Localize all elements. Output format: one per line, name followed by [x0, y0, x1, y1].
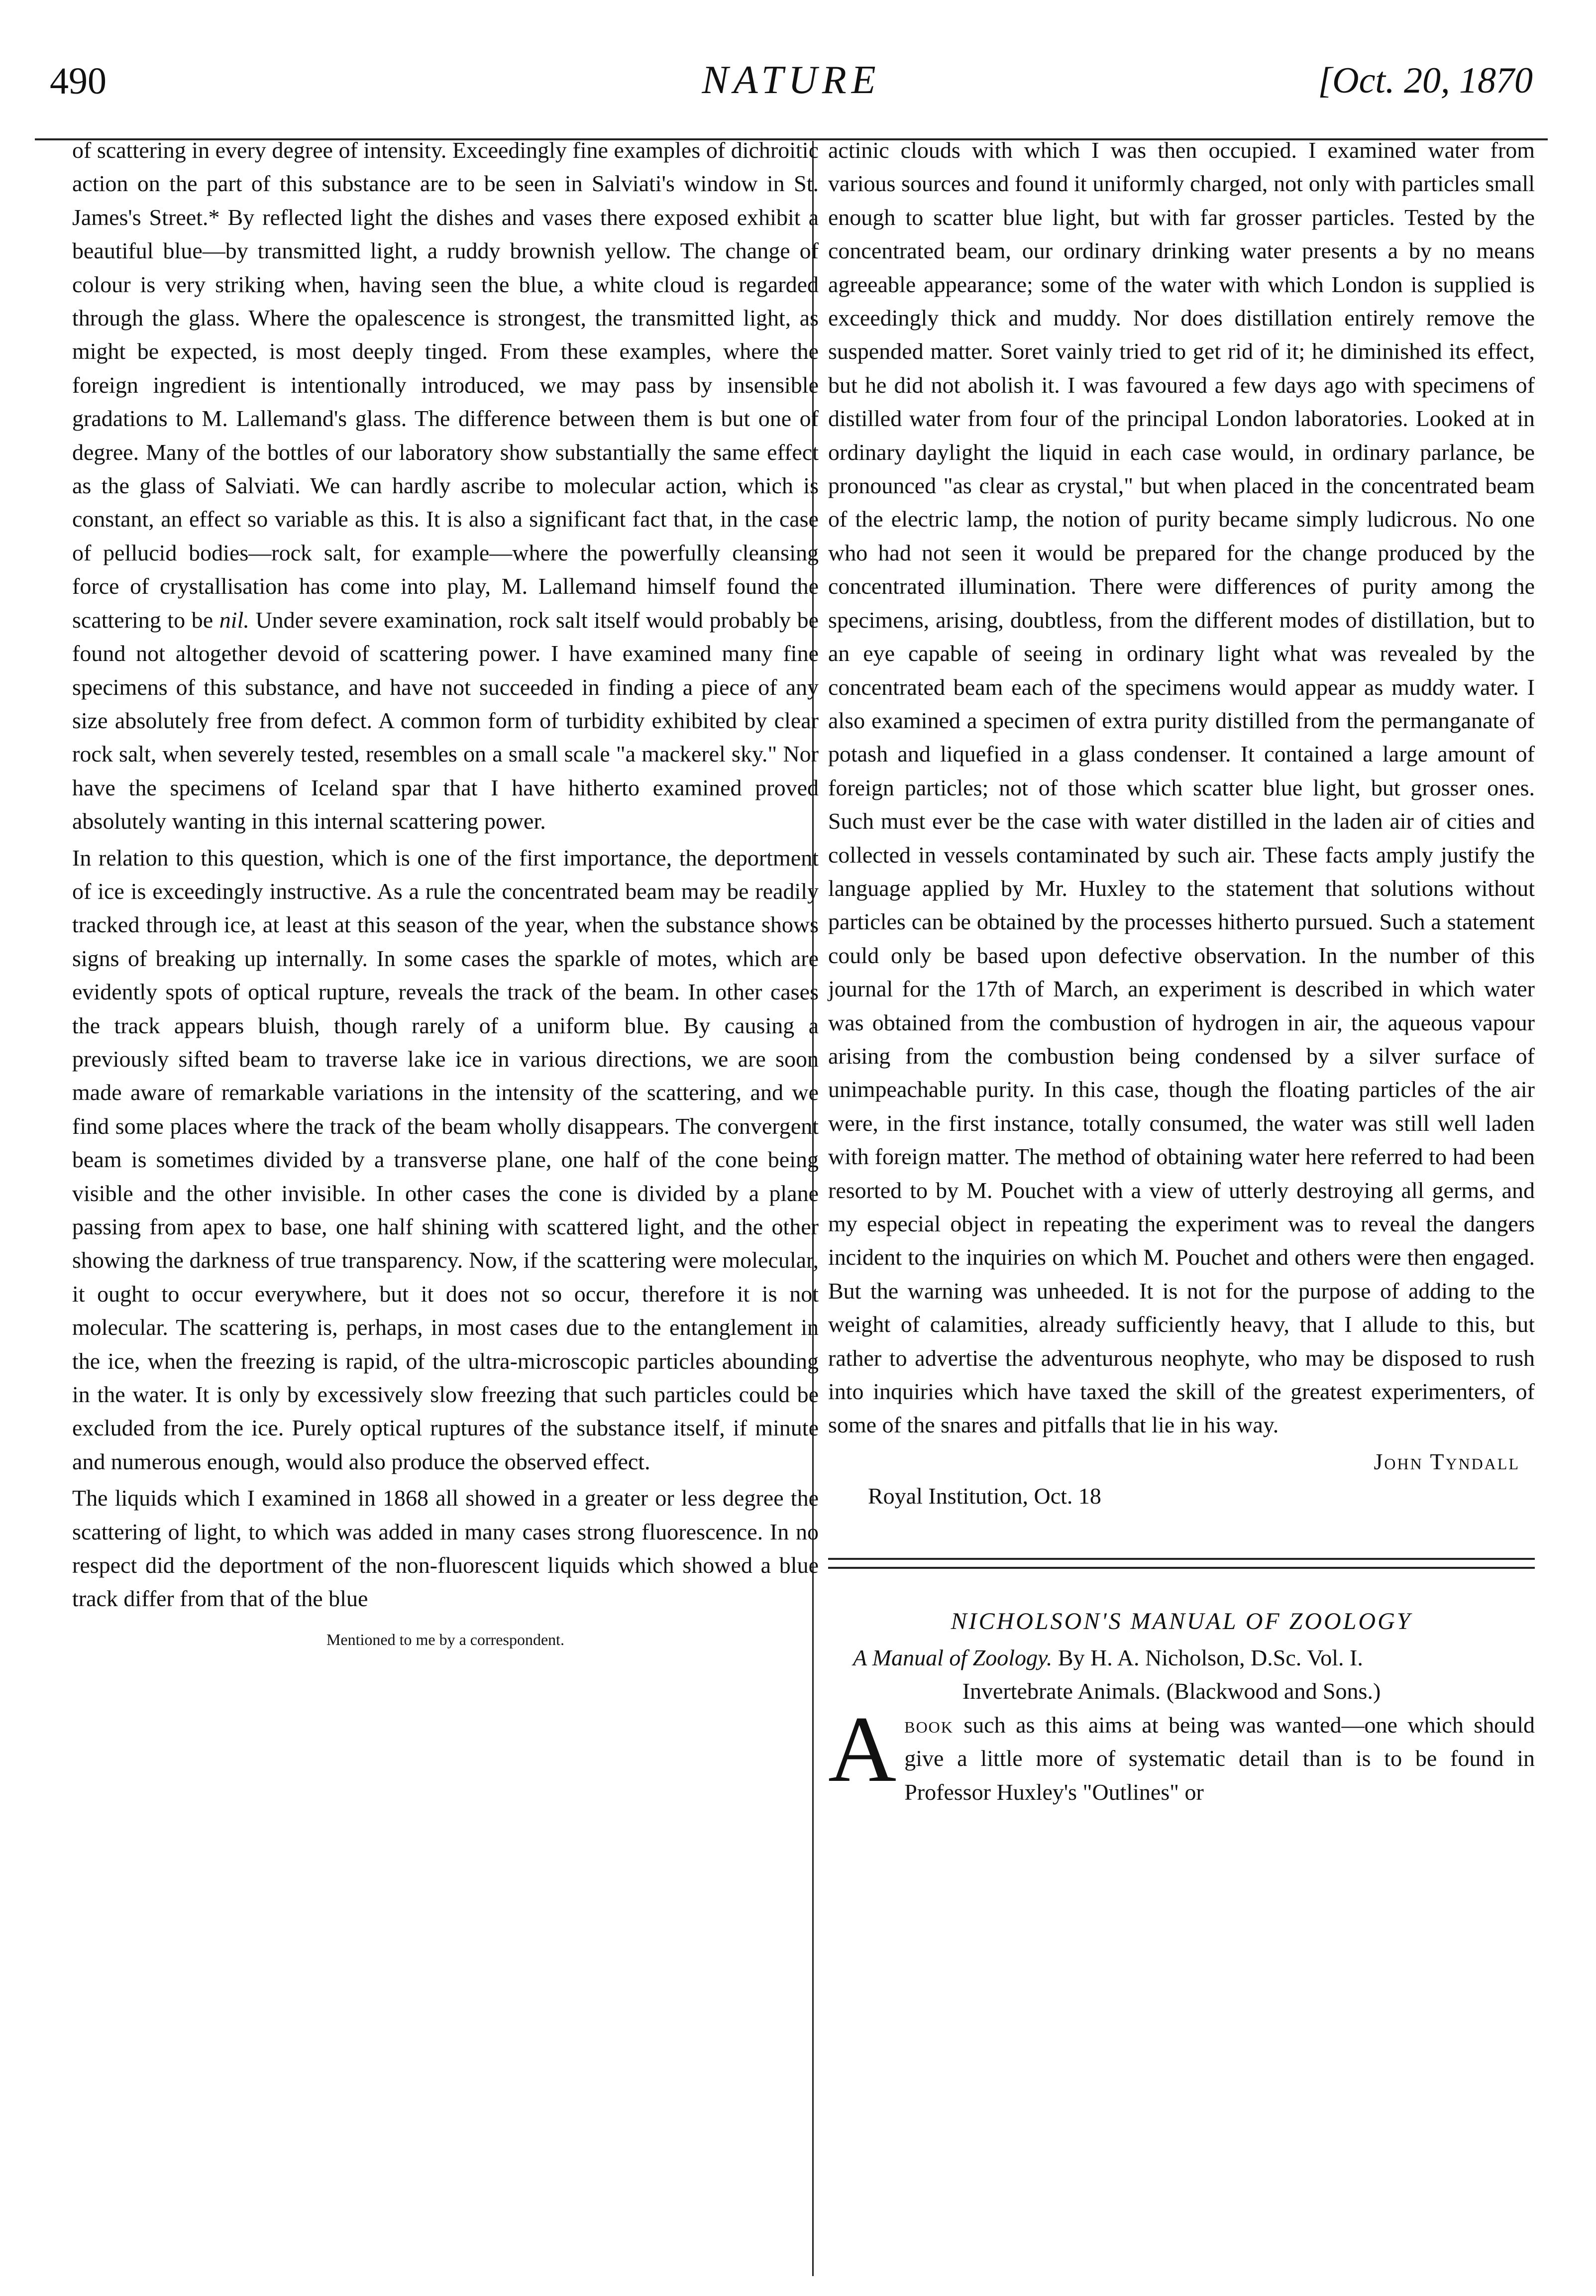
right-column: [828, 133, 1535, 1809]
review-text: such as this aims at being was wanted—one which should give a little more of systematic detail than is to be found in Professor Huxley's "Outlines" or: [904, 1712, 1535, 1805]
paragraph: actinic clouds with which I was then occupied. I examined water from various sources and found it uniformly charged, not only with particles small enough to scatter blue light, but with far grosser particles. Tested by the concentrated beam, our ordinary drinking water presents a by no means agreeable appearance; some of the water with which London is supplied is exceedingly thick and muddy. Nor does distillation entirely remove the suspended matter. Soret vainly tried to get rid of it; he diminished its effect, but he did not abolish it. I was favoured a few days ago with specimens of distilled water from four of the principal London laboratories. Looked at in ordinary daylight the liquid in each case would, in ordinary parlance, be pronounced "as clear as crystal," but when placed in the concentrated beam of the electric lamp, the notion of purity became simply ludicrous. No one who had not seen it would be prepared for the change produced by the concentrated illumination. There were differences of purity among the specimens, arising, doubtless, from the different modes of distillation, but to an eye capable of seeing in ordinary light what was revealed by the concentrated beam each of the specimens would appear as muddy water. I also examined a specimen of extra purity distilled from the permanganate of potash and liquefied in a glass condenser. It contained a large amount of foreign particles; not of those which scatter blue light, but grosser ones. Such must ever be the case with water distilled in the laden air of cities and collected in vessels contaminated by such air. These facts amply justify the language applied by Mr. Huxley to the statement that solutions without particles can be obtained by the processes hitherto pursued. Such a statement could only be based upon defective observation. In the number of this journal for the 17th of March, an experiment is described in which water was obtained from the combustion of hydrogen in air, the aqueous vapour arising from the combustion being condensed by a silver surface of unimpeachable purity. In this case, though the floating particles of the air were, in the first instance, totally consumed, the water was still well laden with foreign matter. The method of obtaining water here referred to had been resorted to by M. Pouchet with a view of utterly destroying all germs, and my especial object in repeating the experiment was to reveal the dangers incident to the inquiries on which M. Pouchet and others were then engaged. But the warning was unheeded. It is not for the purpose of adding to the weight of calamities, already sufficiently heavy, that I allude to this, but rather to advertise the adventurous neophyte, who may be disposed to rush into inquiries which have taxed the skill of the greatest experimenters, of some of the snares and pitfalls that lie in his way.: [828, 137, 1535, 1438]
paragraph-text: Under severe examination, rock salt itself would probably be found not altogether devoid of scattering power. I have examined many fine specimens of this substance, and have not succeeded in finding a piece of any size absolutely free from defect. A common form of turbidity exhibited by clear rock salt, when severely tested, resembles on a small scale "a mackerel sky." Nor have the specimens of Iceland spar that I have hitherto examined proved absolutely wanting in this internal scattering power.: [72, 607, 819, 834]
left-column: [72, 133, 819, 1652]
book-citation: [828, 1641, 1535, 1674]
italic-word: nil.: [219, 607, 249, 633]
journal-title: NATURE: [702, 58, 881, 102]
paragraph: In relation to this question, which is one of the first importance, the deportment of ice is exceedingly instructive. As a rule the concentrated beam may be readily tracked through ice, at least at this season of the year, when the substance shows signs of breaking up internally. In some cases the sparkle of motes, which are evidently spots of optical rupture, reveals the track of the beam. In other cases the track appears bluish, though rarely of a uniform blue. By causing a previously sifted beam to traverse lake ice in various directions, we are soon made aware of remarkable variations in the intensity of the scattering, and we find some places where the track of the beam wholly disappears. The convergent beam is sometimes divided by a transverse plane, one half of the cone being visible and the other invisible. In other cases the cone is divided by a plane passing from apex to base, one half shining with scattered light, and the other showing the darkness of true transparency. Now, if the scattering were molecular, it ought to occur everywhere, but it does not so occur, therefore it is not molecular. The scattering is, perhaps, in most cases due to the entanglement in the ice, when the freezing is rapid, of the ultra-microscopic particles abounding in the water. It is only by excessively slow freezing that such particles could be excluded from the ice. Purely optical ruptures of the substance itself, if minute and numerous enough, would also produce the observed effect.: [72, 845, 819, 1474]
paragraph: [72, 133, 819, 838]
paragraph: The liquids which I examined in 1868 all showed in a greater or less degree the scattering of light, to which was added in many cases strong fluorescence. In no respect did the deportment of the non-fluorescent liquids which showed a blue track differ from that of the blue: [72, 1485, 819, 1612]
drop-cap: A: [828, 1697, 897, 1802]
page-number: 490: [50, 60, 106, 102]
issue-date: [Oct. 20, 1870: [1318, 60, 1533, 101]
section-divider: [828, 1558, 1535, 1569]
footnote: Mentioned to me by a correspondent.: [326, 1630, 565, 1648]
paragraph-text: of scattering in every degree of intensity. Exceedingly fine examples of dichroitic action on the part of this substance are to be seen in Salviati's window in St. James's Street.* By reflected light the dishes and vases there exposed exhibit a beautiful blue—by transmitted light, a ruddy brownish yellow. The change of colour is very striking when, having seen the blue, a white cloud is regarded through the glass. Where the opalescence is strongest, the transmitted light, as might be expected, is most deeply tinged. From these examples, where the foreign ingredient is intentionally introduced, we may pass by insensible gradations to M. Lallemand's glass. The difference between them is but one of degree. Many of the bottles of our laboratory show substantially the same effect as the glass of Salviati. We can hardly ascribe to molecular action, which is constant, an effect so variable as this. It is also a significant fact that, in the case of pellucid bodies—rock salt, for example—where the powerfully cleansing force of crystallisation has come into play, M. Lallemand himself found the scattering to be: [72, 137, 819, 633]
dateline: Royal Institution, Oct. 18: [868, 1483, 1101, 1509]
first-word: book: [904, 1712, 954, 1738]
book-title: A Manual of Zoology.: [853, 1645, 1053, 1671]
book-author: By H. A. Nicholson, D.Sc. Vol. I.: [1058, 1645, 1363, 1671]
book-subtitle: Invertebrate Animals. (Blackwood and Sons.): [962, 1678, 1381, 1704]
author-signature: John Tyndall: [1374, 1448, 1520, 1474]
review-paragraph: [828, 1697, 1535, 1809]
page-header: [50, 60, 1533, 114]
review-title: NICHOLSON'S MANUAL OF ZOOLOGY: [951, 1608, 1412, 1635]
